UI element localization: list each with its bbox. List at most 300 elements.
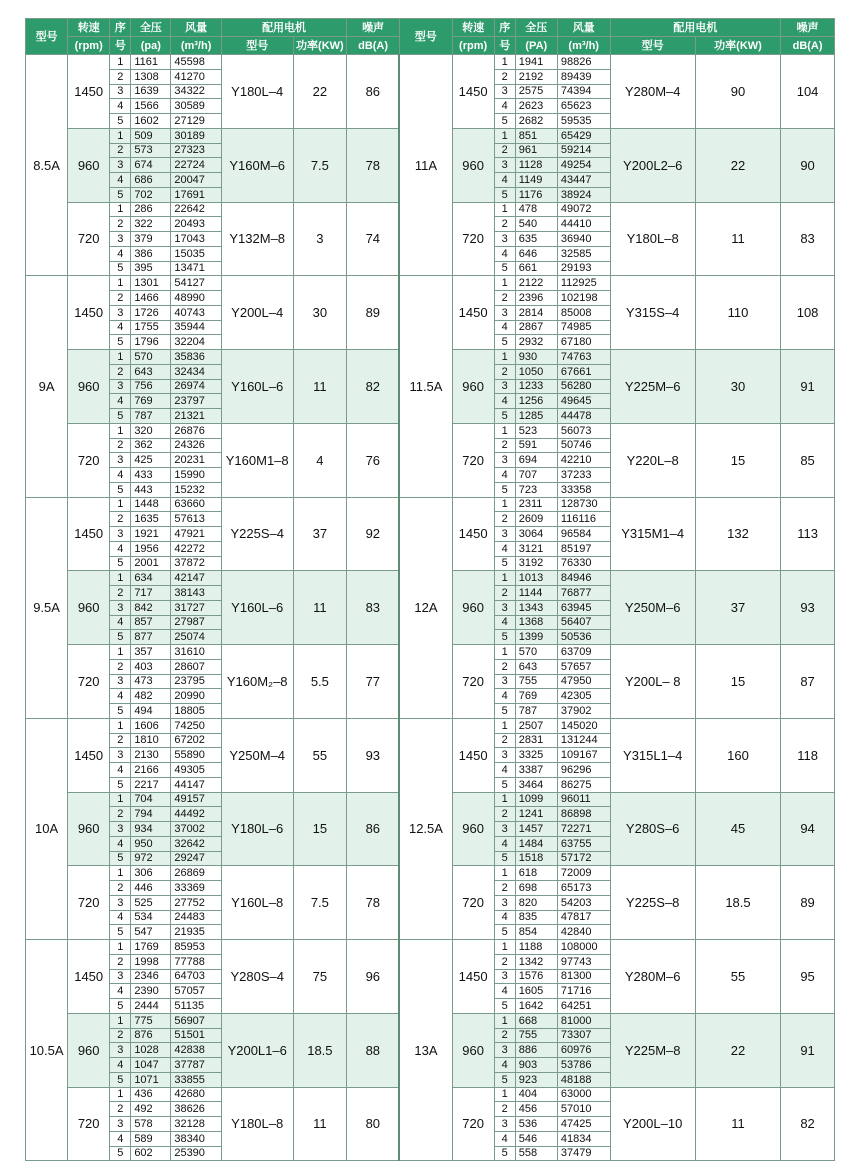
pressure-cell-right: 1605 [515, 984, 557, 999]
flow-cell: 64703 [171, 969, 222, 984]
noise-cell-right: 91 [781, 350, 835, 424]
flow-cell-right: 44478 [557, 409, 610, 424]
flow-cell: 35836 [171, 350, 222, 365]
seq-cell: 4 [110, 394, 131, 409]
seq-cell: 3 [110, 379, 131, 394]
pressure-cell: 436 [131, 1087, 171, 1102]
seq-cell: 1 [110, 55, 131, 70]
flow-cell: 67202 [171, 733, 222, 748]
seq-cell-right: 1 [494, 571, 515, 586]
header-noise: 噪声 [347, 19, 400, 37]
seq-cell: 2 [110, 807, 131, 822]
seq-cell-right: 5 [494, 704, 515, 719]
seq-cell-right: 1 [494, 940, 515, 955]
seq-cell-right: 5 [494, 777, 515, 792]
motor-power-cell-right: 90 [695, 55, 780, 129]
motor-type-cell-right: Y200L– 8 [610, 645, 695, 719]
seq-cell: 3 [110, 1117, 131, 1132]
seq-cell: 5 [110, 482, 131, 497]
speed-cell-right: 960 [452, 128, 494, 202]
flow-cell: 15232 [171, 482, 222, 497]
pressure-cell-right: 1343 [515, 600, 557, 615]
pressure-cell-right: 2623 [515, 99, 557, 114]
pressure-cell: 362 [131, 438, 171, 453]
pressure-cell: 306 [131, 866, 171, 881]
speed-cell-right: 720 [452, 866, 494, 940]
noise-cell-right: 118 [781, 718, 835, 792]
seq-cell-right: 5 [494, 851, 515, 866]
seq-cell-right: 5 [494, 999, 515, 1014]
pressure-cell-right: 1176 [515, 187, 557, 202]
flow-cell-right: 63945 [557, 600, 610, 615]
pressure-cell: 589 [131, 1131, 171, 1146]
flow-cell-right: 57657 [557, 659, 610, 674]
flow-cell-right: 116116 [557, 512, 610, 527]
pressure-cell: 2390 [131, 984, 171, 999]
seq-cell: 4 [110, 468, 131, 483]
speed-cell-right: 1450 [452, 718, 494, 792]
pressure-cell-right: 1013 [515, 571, 557, 586]
pressure-cell-right: 1128 [515, 158, 557, 173]
seq-cell-right: 4 [494, 615, 515, 630]
seq-cell-right: 4 [494, 541, 515, 556]
flow-cell-right: 96584 [557, 527, 610, 542]
seq-cell-right: 4 [494, 1131, 515, 1146]
noise-cell: 89 [347, 276, 400, 350]
pressure-cell: 1755 [131, 320, 171, 335]
seq-cell: 1 [110, 276, 131, 291]
pressure-cell: 1448 [131, 497, 171, 512]
motor-type-cell-right: Y315S–4 [610, 276, 695, 350]
flow-cell-right: 74763 [557, 350, 610, 365]
seq-cell-right: 2 [494, 659, 515, 674]
motor-type-cell: Y160L–6 [221, 350, 293, 424]
motor-power-cell-right: 22 [695, 128, 780, 202]
pressure-cell-right: 1256 [515, 394, 557, 409]
pressure-cell: 509 [131, 128, 171, 143]
flow-cell: 23797 [171, 394, 222, 409]
pressure-cell: 857 [131, 615, 171, 630]
seq-cell: 5 [110, 261, 131, 276]
flow-cell-right: 102198 [557, 291, 610, 306]
pressure-cell: 2444 [131, 999, 171, 1014]
flow-cell: 42838 [171, 1043, 222, 1058]
pressure-cell-right: 769 [515, 689, 557, 704]
flow-cell: 38340 [171, 1131, 222, 1146]
seq-cell-right: 5 [494, 335, 515, 350]
seq-cell-right: 2 [494, 364, 515, 379]
motor-type-cell-right: Y200L2–6 [610, 128, 695, 202]
speed-cell-right: 1450 [452, 276, 494, 350]
seq-cell-right: 3 [494, 453, 515, 468]
pressure-cell-right: 2831 [515, 733, 557, 748]
speed-cell: 960 [68, 1013, 110, 1087]
flow-cell: 48990 [171, 291, 222, 306]
motor-power-cell-right: 11 [695, 1087, 780, 1161]
flow-cell-right: 98826 [557, 55, 610, 70]
pressure-cell: 446 [131, 881, 171, 896]
noise-cell: 76 [347, 423, 400, 497]
seq-cell-right: 4 [494, 394, 515, 409]
motor-power-cell: 30 [293, 276, 347, 350]
pressure-cell-right: 668 [515, 1013, 557, 1028]
noise-cell-right: 91 [781, 1013, 835, 1087]
header-flow-unit-right: (m³/h) [557, 37, 610, 55]
seq-cell-right: 2 [494, 733, 515, 748]
seq-cell: 5 [110, 777, 131, 792]
pressure-cell-right: 2867 [515, 320, 557, 335]
flow-cell-right: 43447 [557, 173, 610, 188]
flow-cell-right: 67180 [557, 335, 610, 350]
flow-cell-right: 56073 [557, 423, 610, 438]
seq-cell-right: 4 [494, 320, 515, 335]
seq-cell: 5 [110, 925, 131, 940]
flow-cell: 55890 [171, 748, 222, 763]
header-speed-unit: (rpm) [68, 37, 110, 55]
seq-cell: 3 [110, 305, 131, 320]
pressure-cell-right: 540 [515, 217, 557, 232]
flow-cell-right: 85008 [557, 305, 610, 320]
pressure-cell-right: 755 [515, 674, 557, 689]
flow-cell-right: 37233 [557, 468, 610, 483]
flow-cell-right: 59214 [557, 143, 610, 158]
seq-cell-right: 1 [494, 718, 515, 733]
flow-cell: 30189 [171, 128, 222, 143]
table-row [26, 940, 835, 955]
flow-cell: 26876 [171, 423, 222, 438]
seq-cell-right: 3 [494, 158, 515, 173]
pressure-cell: 674 [131, 158, 171, 173]
motor-type-cell-right: Y200L–10 [610, 1087, 695, 1161]
motor-type-cell: Y160L–8 [221, 866, 293, 940]
pressure-cell-right: 1233 [515, 379, 557, 394]
pressure-cell: 578 [131, 1117, 171, 1132]
pressure-cell-right: 698 [515, 881, 557, 896]
motor-power-cell-right: 45 [695, 792, 780, 866]
motor-type-cell-right: Y280S–6 [610, 792, 695, 866]
motor-power-cell: 15 [293, 792, 347, 866]
pressure-cell: 775 [131, 1013, 171, 1028]
pressure-cell: 704 [131, 792, 171, 807]
flow-cell-right: 81000 [557, 1013, 610, 1028]
flow-cell: 45598 [171, 55, 222, 70]
flow-cell-right: 47817 [557, 910, 610, 925]
noise-cell: 96 [347, 940, 400, 1014]
seq-cell: 2 [110, 217, 131, 232]
flow-cell-right: 56280 [557, 379, 610, 394]
flow-cell: 26974 [171, 379, 222, 394]
flow-cell: 57057 [171, 984, 222, 999]
noise-cell: 77 [347, 645, 400, 719]
pressure-cell-right: 2122 [515, 276, 557, 291]
pressure-cell-right: 820 [515, 895, 557, 910]
flow-cell-right: 128730 [557, 497, 610, 512]
flow-cell-right: 54203 [557, 895, 610, 910]
speed-cell: 960 [68, 571, 110, 645]
seq-cell: 2 [110, 1102, 131, 1117]
seq-cell: 2 [110, 291, 131, 306]
flow-cell-right: 41834 [557, 1131, 610, 1146]
flow-cell-right: 48188 [557, 1072, 610, 1087]
flow-cell-right: 96011 [557, 792, 610, 807]
seq-cell-right: 4 [494, 1058, 515, 1073]
pressure-cell: 1726 [131, 305, 171, 320]
seq-cell-right: 2 [494, 438, 515, 453]
seq-cell-right: 2 [494, 217, 515, 232]
seq-cell: 4 [110, 984, 131, 999]
motor-type-cell-right: Y180L–8 [610, 202, 695, 276]
pressure-cell-right: 2311 [515, 497, 557, 512]
seq-cell-right: 1 [494, 1013, 515, 1028]
seq-cell-right: 2 [494, 954, 515, 969]
seq-cell: 3 [110, 969, 131, 984]
header-motor-power: 功率(KW) [293, 37, 347, 55]
pressure-cell-right: 707 [515, 468, 557, 483]
speed-cell: 960 [68, 350, 110, 424]
flow-cell: 32642 [171, 836, 222, 851]
pressure-cell: 534 [131, 910, 171, 925]
speed-cell: 1450 [68, 718, 110, 792]
pressure-cell: 2166 [131, 763, 171, 778]
speed-cell-right: 960 [452, 1013, 494, 1087]
pressure-cell: 379 [131, 232, 171, 247]
seq-cell-right: 2 [494, 807, 515, 822]
pressure-cell-right: 1149 [515, 173, 557, 188]
pressure-cell-right: 1518 [515, 851, 557, 866]
seq-cell: 3 [110, 895, 131, 910]
header-model: 型号 [26, 19, 68, 55]
fan-model-cell-right: 12.5A [399, 718, 452, 939]
seq-cell-right: 1 [494, 350, 515, 365]
pressure-cell: 769 [131, 394, 171, 409]
pressure-cell: 2001 [131, 556, 171, 571]
seq-cell: 4 [110, 615, 131, 630]
seq-cell-right: 4 [494, 468, 515, 483]
pressure-cell: 433 [131, 468, 171, 483]
flow-cell: 44492 [171, 807, 222, 822]
pressure-cell-right: 923 [515, 1072, 557, 1087]
pressure-cell-right: 661 [515, 261, 557, 276]
noise-cell: 93 [347, 718, 400, 792]
noise-cell: 86 [347, 792, 400, 866]
seq-cell: 4 [110, 689, 131, 704]
motor-power-cell: 7.5 [293, 128, 347, 202]
motor-type-cell: Y180L–6 [221, 792, 293, 866]
seq-cell: 1 [110, 792, 131, 807]
seq-cell: 4 [110, 910, 131, 925]
seq-cell-right: 2 [494, 881, 515, 896]
flow-cell-right: 47950 [557, 674, 610, 689]
speed-cell-right: 960 [452, 571, 494, 645]
seq-cell: 1 [110, 128, 131, 143]
seq-cell-right: 3 [494, 232, 515, 247]
flow-cell: 23795 [171, 674, 222, 689]
flow-cell: 27129 [171, 114, 222, 129]
header-flow-unit: (m³/h) [171, 37, 222, 55]
flow-cell-right: 32585 [557, 246, 610, 261]
flow-cell-right: 73307 [557, 1028, 610, 1043]
flow-cell-right: 74985 [557, 320, 610, 335]
pressure-cell-right: 1241 [515, 807, 557, 822]
pressure-cell-right: 635 [515, 232, 557, 247]
header-motor-type-right: 型号 [610, 37, 695, 55]
pressure-cell: 386 [131, 246, 171, 261]
pressure-cell: 1028 [131, 1043, 171, 1058]
header-motor-type: 型号 [221, 37, 293, 55]
pressure-cell-right: 1188 [515, 940, 557, 955]
motor-power-cell: 11 [293, 350, 347, 424]
flow-cell: 20493 [171, 217, 222, 232]
flow-cell: 54127 [171, 276, 222, 291]
pressure-cell: 525 [131, 895, 171, 910]
seq-cell: 4 [110, 1131, 131, 1146]
seq-cell-right: 3 [494, 84, 515, 99]
speed-cell-right: 1450 [452, 940, 494, 1014]
seq-cell: 3 [110, 674, 131, 689]
pressure-cell: 1161 [131, 55, 171, 70]
pressure-cell-right: 961 [515, 143, 557, 158]
seq-cell: 1 [110, 497, 131, 512]
seq-cell: 3 [110, 527, 131, 542]
pressure-cell: 492 [131, 1102, 171, 1117]
flow-cell-right: 76877 [557, 586, 610, 601]
seq-cell-right: 3 [494, 895, 515, 910]
flow-cell-right: 109167 [557, 748, 610, 763]
table-row [26, 55, 835, 70]
flow-cell-right: 65623 [557, 99, 610, 114]
motor-type-cell-right: Y280M–6 [610, 940, 695, 1014]
flow-cell: 22724 [171, 158, 222, 173]
flow-cell: 31610 [171, 645, 222, 660]
pressure-cell-right: 3464 [515, 777, 557, 792]
motor-type-cell-right: Y280M–4 [610, 55, 695, 129]
flow-cell-right: 96296 [557, 763, 610, 778]
flow-cell: 21935 [171, 925, 222, 940]
seq-cell: 1 [110, 202, 131, 217]
noise-cell: 83 [347, 571, 400, 645]
motor-type-cell: Y160M₂–8 [221, 645, 293, 719]
pressure-cell: 1639 [131, 84, 171, 99]
seq-cell-right: 5 [494, 409, 515, 424]
flow-cell-right: 60976 [557, 1043, 610, 1058]
flow-cell-right: 50536 [557, 630, 610, 645]
pressure-cell: 1301 [131, 276, 171, 291]
header-speed-right: 转速 [452, 19, 494, 37]
pressure-cell-right: 787 [515, 704, 557, 719]
flow-cell: 25074 [171, 630, 222, 645]
header-speed: 转速 [68, 19, 110, 37]
noise-cell-right: 93 [781, 571, 835, 645]
seq-cell: 3 [110, 748, 131, 763]
seq-cell-right: 5 [494, 1072, 515, 1087]
pressure-cell-right: 2192 [515, 69, 557, 84]
motor-power-cell: 18.5 [293, 1013, 347, 1087]
header-flow-right: 风量 [557, 19, 610, 37]
fan-spec-table [25, 18, 835, 1161]
noise-cell: 78 [347, 866, 400, 940]
seq-cell: 5 [110, 704, 131, 719]
motor-power-cell: 5.5 [293, 645, 347, 719]
seq-cell: 1 [110, 1087, 131, 1102]
pressure-cell: 2346 [131, 969, 171, 984]
seq-cell-right: 4 [494, 836, 515, 851]
flow-cell: 51501 [171, 1028, 222, 1043]
pressure-cell-right: 694 [515, 453, 557, 468]
fan-model-cell-right: 11.5A [399, 276, 452, 497]
seq-cell-right: 2 [494, 586, 515, 601]
pressure-cell: 547 [131, 925, 171, 940]
motor-type-cell: Y160M1–8 [221, 423, 293, 497]
motor-power-cell-right: 15 [695, 423, 780, 497]
motor-power-cell-right: 37 [695, 571, 780, 645]
speed-cell-right: 720 [452, 645, 494, 719]
flow-cell: 56907 [171, 1013, 222, 1028]
pressure-cell-right: 2932 [515, 335, 557, 350]
seq-cell: 4 [110, 99, 131, 114]
pressure-cell: 634 [131, 571, 171, 586]
flow-cell: 27752 [171, 895, 222, 910]
pressure-cell-right: 2507 [515, 718, 557, 733]
flow-cell: 33855 [171, 1072, 222, 1087]
noise-cell: 86 [347, 55, 400, 129]
seq-cell: 5 [110, 630, 131, 645]
pressure-cell: 702 [131, 187, 171, 202]
seq-cell: 2 [110, 586, 131, 601]
motor-power-cell: 3 [293, 202, 347, 276]
seq-cell: 2 [110, 364, 131, 379]
speed-cell-right: 1450 [452, 497, 494, 571]
flow-cell-right: 67661 [557, 364, 610, 379]
pressure-cell: 1566 [131, 99, 171, 114]
header-seq-2: 号 [110, 37, 131, 55]
flow-cell-right: 57010 [557, 1102, 610, 1117]
flow-cell-right: 63709 [557, 645, 610, 660]
motor-power-cell-right: 11 [695, 202, 780, 276]
header-pressure: 全压 [131, 19, 171, 37]
seq-cell-right: 2 [494, 1028, 515, 1043]
seq-cell-right: 2 [494, 1102, 515, 1117]
noise-cell-right: 85 [781, 423, 835, 497]
seq-cell-right: 3 [494, 969, 515, 984]
flow-cell: 32204 [171, 335, 222, 350]
noise-cell: 80 [347, 1087, 400, 1161]
flow-cell-right: 49645 [557, 394, 610, 409]
motor-type-cell: Y200L1–6 [221, 1013, 293, 1087]
flow-cell: 38143 [171, 586, 222, 601]
pressure-cell: 1308 [131, 69, 171, 84]
flow-cell: 29247 [171, 851, 222, 866]
seq-cell: 1 [110, 571, 131, 586]
pressure-cell-right: 558 [515, 1146, 557, 1161]
pressure-cell-right: 570 [515, 645, 557, 660]
motor-power-cell-right: 15 [695, 645, 780, 719]
seq-cell: 2 [110, 881, 131, 896]
flow-cell: 32434 [171, 364, 222, 379]
flow-cell: 74250 [171, 718, 222, 733]
pressure-cell: 717 [131, 586, 171, 601]
motor-power-cell-right: 22 [695, 1013, 780, 1087]
flow-cell: 35944 [171, 320, 222, 335]
pressure-cell: 1956 [131, 541, 171, 556]
noise-cell-right: 94 [781, 792, 835, 866]
motor-power-cell: 4 [293, 423, 347, 497]
pressure-cell-right: 478 [515, 202, 557, 217]
pressure-cell-right: 930 [515, 350, 557, 365]
flow-cell: 13471 [171, 261, 222, 276]
seq-cell-right: 5 [494, 261, 515, 276]
flow-cell-right: 72271 [557, 822, 610, 837]
noise-cell-right: 95 [781, 940, 835, 1014]
